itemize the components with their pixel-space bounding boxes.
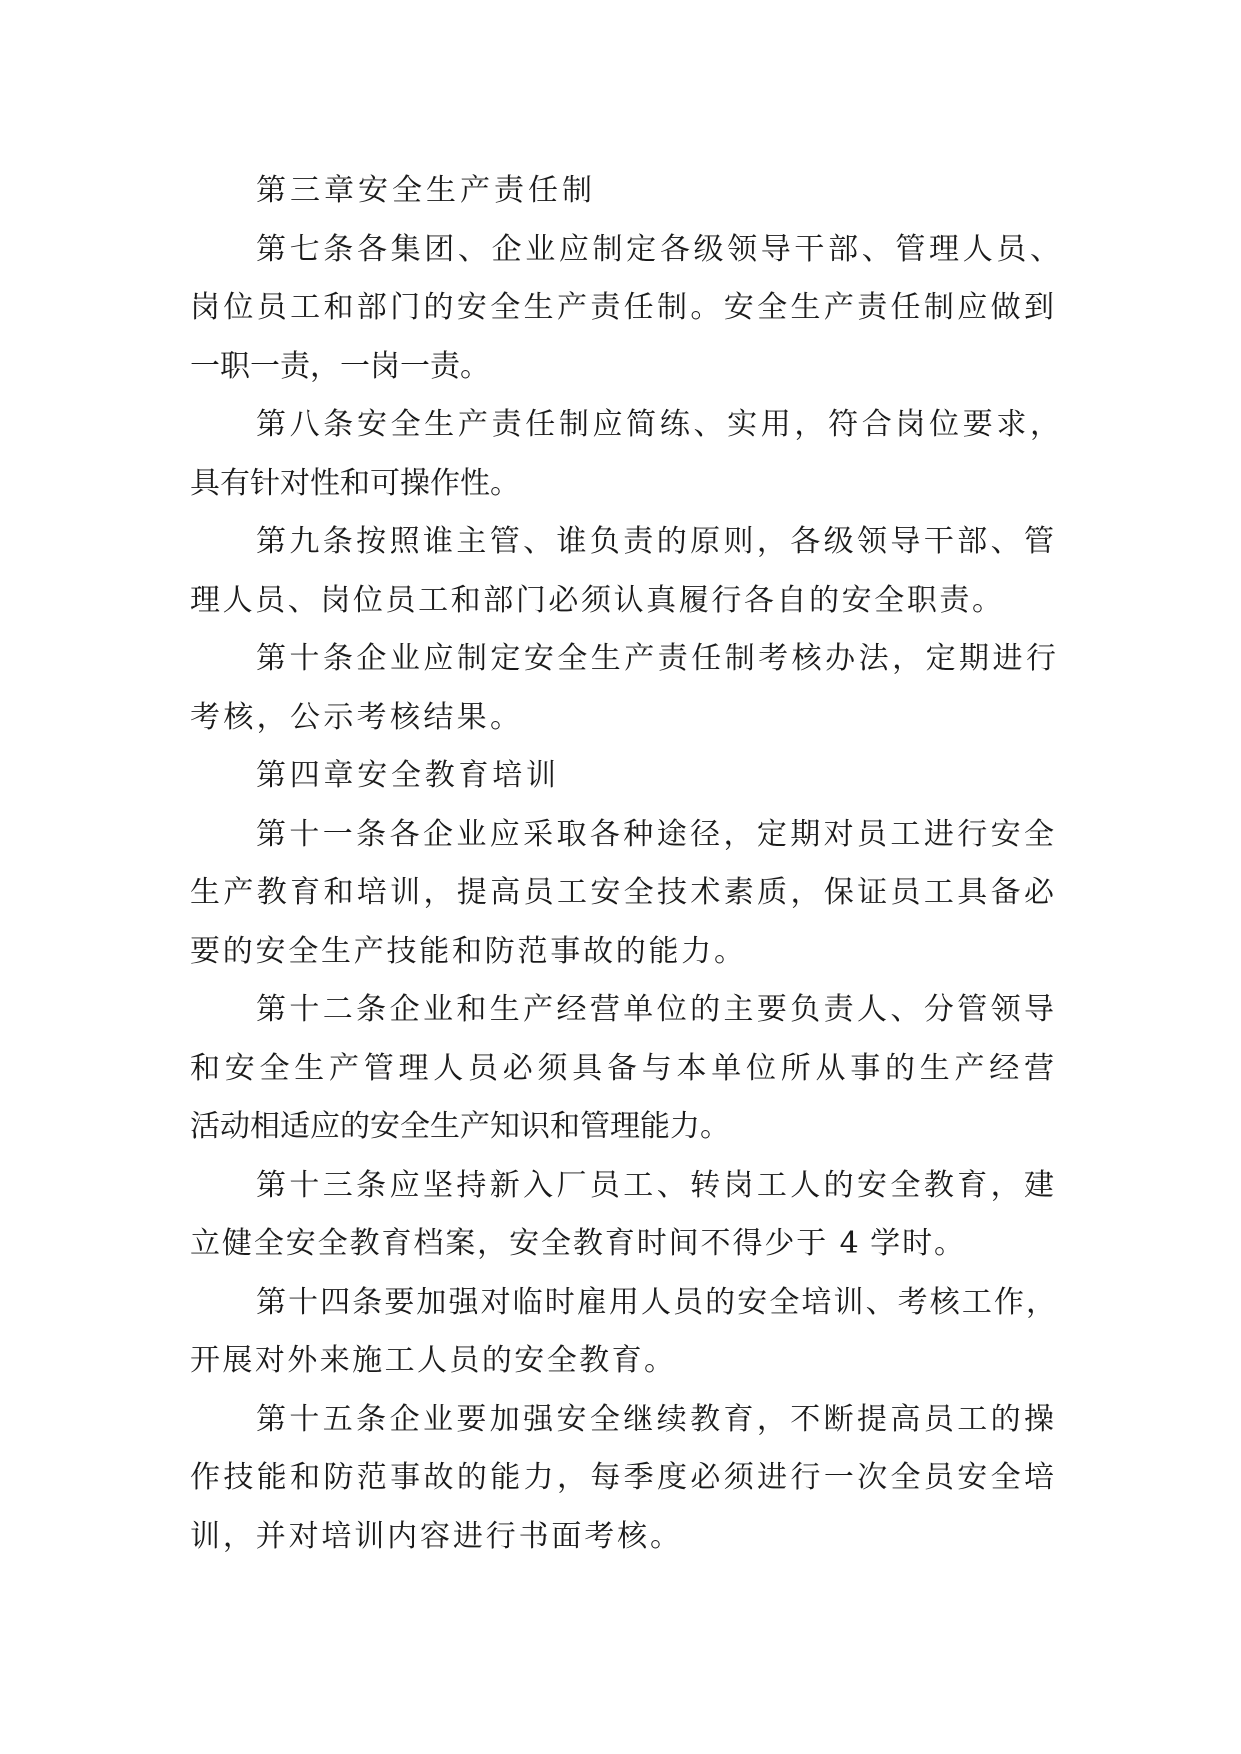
article-9-line-2: 理人员、岗位员工和部门必须认真履行各自的安全职责。 (190, 582, 1002, 618)
article-12-line-1: 第十二条企业和生产经营单位的主要负责人、分管领导 (256, 992, 1054, 1027)
article-11-line-3: 要的安全生产技能和防范事故的能力。 (190, 933, 744, 969)
article-14-line-2: 开展对外来施工人员的安全教育。 (190, 1343, 674, 1378)
article-15-line-1: 第十五条企业要加强安全继续教育，不断提高员工的操 (256, 1401, 1054, 1437)
chapter-heading-4: 第四章安全教育培训 (256, 758, 556, 793)
article-11-line-2: 生产教育和培训，提高员工安全技术素质，保证员工具备必 (190, 875, 1054, 910)
article-13-line-2: 立健全安全教育档案，安全教育时间不得少于 4 学时。 (190, 1226, 964, 1261)
chapter-heading-3: 第三章安全生产责任制 (256, 173, 596, 208)
article-13-line-1: 第十三条应坚持新入厂员工、转岗工人的安全教育，建 (256, 1167, 1054, 1203)
article-11-line-1: 第十一条各企业应采取各种途径，定期对员工进行安全 (256, 816, 1054, 852)
article-10-line-2: 考核，公示考核结果。 (190, 699, 520, 735)
article-7-line-2: 岗位员工和部门的安全生产责任制。安全生产责任制应做到 (190, 290, 1054, 325)
article-8-line-2: 具有针对性和可操作性。 (190, 465, 520, 501)
article-15-line-3: 训，并对培训内容进行书面考核。 (190, 1518, 680, 1554)
article-12-line-3: 活动相适应的安全生产知识和管理能力。 (190, 1109, 730, 1144)
article-14-line-1: 第十四条要加强对临时雇用人员的安全培训、考核工作， (256, 1284, 1056, 1320)
article-12-line-2: 和安全生产管理人员必须具备与本单位所从事的生产经营 (190, 1050, 1054, 1086)
article-8-line-1: 第八条安全生产责任制应简练、实用，符合岗位要求， (256, 407, 1060, 442)
document-body (190, 162, 1090, 1566)
article-10-line-1: 第十条企业应制定安全生产责任制考核办法，定期进行 (256, 641, 1056, 676)
article-7-line-1: 第七条各集团、企业应制定各级领导干部、管理人员、 (256, 231, 1060, 267)
article-15-line-2: 作技能和防范事故的能力，每季度必须进行一次全员安全培 (190, 1460, 1054, 1495)
article-9-line-1: 第九条按照谁主管、谁负责的原则，各级领导干部、管 (256, 524, 1054, 559)
article-7-line-3: 一职一责，一岗一责。 (190, 348, 490, 384)
